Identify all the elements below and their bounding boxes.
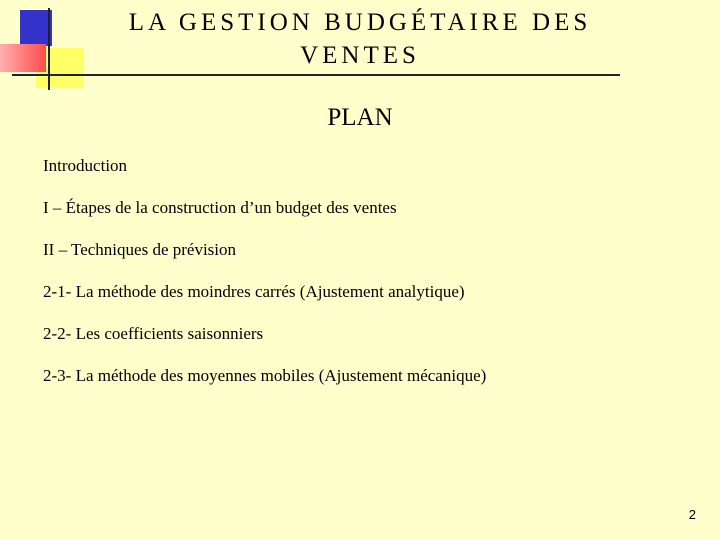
vertical-rule [48,8,50,90]
red-square [0,44,46,72]
outline-item-2-3: 2-3- La méthode des moyennes mobiles (Ajustement mécanique) [43,366,487,385]
outline-item-introduction: Introduction [43,156,128,175]
page-number: 2 [688,507,696,522]
outline-item-2-1: 2-1- La méthode des moindres carrés (Ajustement analytique) [43,282,465,301]
outline-item-1: I – Étapes de la construction d’un budget des ventes [43,198,397,217]
corner-decoration [0,0,100,100]
plan-heading [0,104,720,132]
outline-item-2: II – Techniques de prévision [43,240,237,259]
plan-heading-text: PLAN [327,104,393,131]
outline-list [43,155,683,407]
slide-title: LA GESTION BUDGÉTAIRE DES VENTES [128,9,592,69]
title-underline [12,74,620,76]
outline-item-2-2: 2-2- Les coefficients saisonniers [43,324,264,343]
